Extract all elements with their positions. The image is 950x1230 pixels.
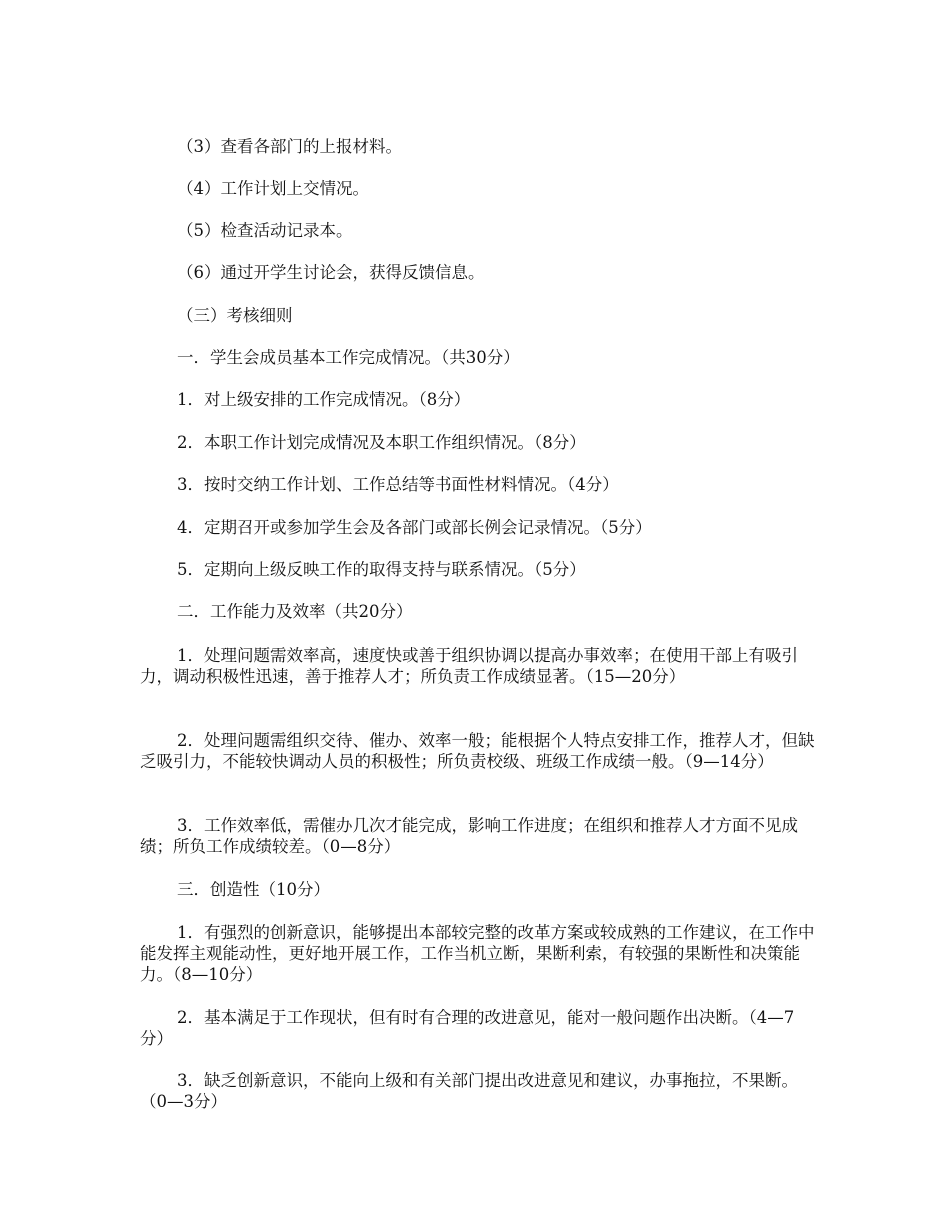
item-6: （6）通过开学生讨论会，获得反馈信息。	[177, 263, 485, 282]
criteria-1-item-3: 3．按时交纳工作计划、工作总结等书面性材料情况。（4分）	[177, 475, 619, 494]
criteria-3-item-2: 2．基本满足于工作现状，但有时有合理的改进意见，能对一般问题作出决断。（4—7分）	[140, 1008, 795, 1048]
criteria-1-item-2: 2．本职工作计划完成情况及本职工作组织情况。（8分）	[177, 433, 586, 452]
section-heading-3: （三）考核细则	[177, 306, 293, 325]
criteria-heading-1: 一．学生会成员基本工作完成情况。（共30分）	[177, 348, 520, 367]
criteria-3-item-3: 3．缺乏创新意识，不能向上级和有关部门提出改进意见和建议，办事拖拉，不果断。（0—3分）	[140, 1071, 798, 1111]
item-3: （3）查看各部门的上报材料。	[177, 137, 402, 156]
criteria-1-item-4: 4．定期召开或参加学生会及各部门或部长例会记录情况。（5分）	[177, 518, 652, 537]
criteria-1-item-1: 1．对上级安排的工作完成情况。（8分）	[177, 390, 471, 409]
criteria-heading-3: 三．创造性（10分）	[177, 880, 330, 899]
criteria-heading-2: 二．工作能力及效率（共20分）	[177, 602, 413, 621]
criteria-1-item-5: 5．定期向上级反映工作的取得支持与联系情况。（5分）	[177, 560, 586, 579]
item-5: （5）检查活动记录本。	[177, 221, 353, 240]
criteria-3-item-1: 1．有强烈的创新意识，能够提出本部较完整的改革方案或较成熟的工作建议，在工作中能发挥主观能动性，更好地开展工作，工作当机立断，果断利索，有较强的果断性和决策能力。（8—10分）	[140, 923, 815, 984]
criteria-2-item-1: 1．处理问题需效率高，速度快或善于组织协调以提高办事效率；在使用干部上有吸引力，调动积极性迅速，善于推荐人才；所负责工作成绩显著。（15—20分）	[140, 646, 798, 686]
item-4: （4）工作计划上交情况。	[177, 179, 369, 198]
criteria-2-item-2: 2．处理问题需组织交待、催办、效率一般；能根据个人特点安排工作，推荐人才，但缺乏吸引力，不能较快调动人员的积极性；所负责校级、班级工作成绩一般。（9—14分）	[140, 731, 815, 771]
criteria-2-item-3: 3．工作效率低，需催办几次才能完成，影响工作进度；在组织和推荐人才方面不见成绩；所负工作成绩较差。（0—8分）	[140, 816, 798, 856]
